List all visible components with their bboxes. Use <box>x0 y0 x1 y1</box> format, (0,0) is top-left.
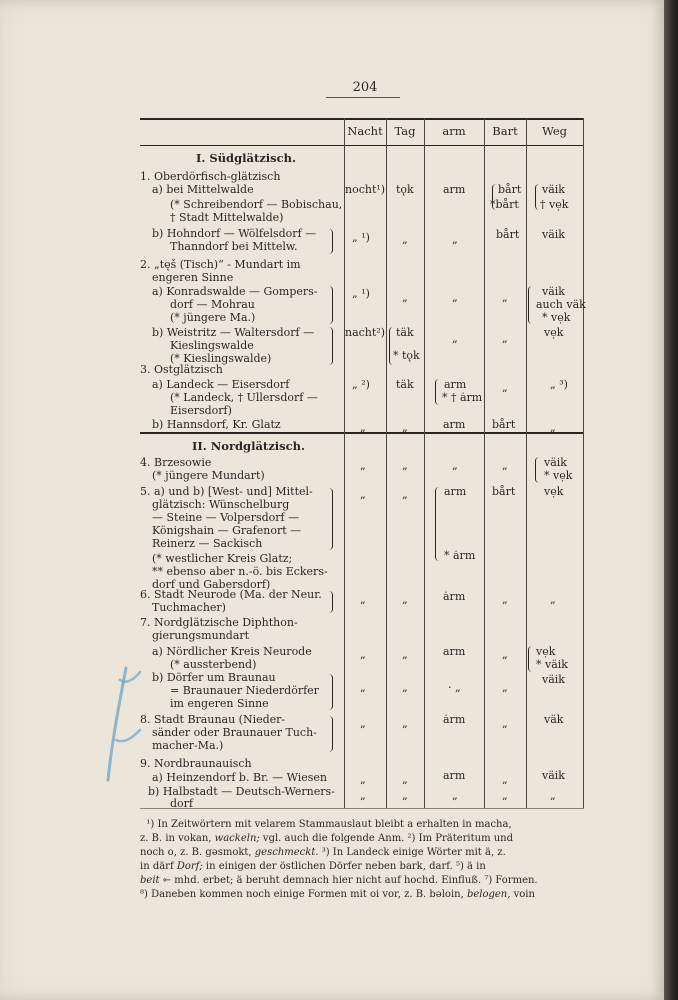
cell-tag: „ <box>402 648 408 661</box>
cell-bart: „ <box>502 381 508 394</box>
footnote-text: noch o, z. B. gəsmokt, <box>140 847 255 858</box>
row-label: 4. Brzesowie <box>140 456 212 469</box>
section-heading: II. Nordglätzisch. <box>192 439 305 453</box>
cell-tag: „ <box>402 593 408 606</box>
col-rule-1 <box>344 118 345 808</box>
cell-arm: arm <box>443 645 466 658</box>
cell-weg: väik <box>542 285 565 298</box>
cell-nacht: „ <box>360 593 366 606</box>
cell-arm: „ <box>452 332 458 345</box>
cell-tag: täk <box>396 326 414 339</box>
cell-tag: * tǫk <box>393 349 420 362</box>
col-header-weg: Weg <box>541 124 568 138</box>
footnote-text: vgl. auch die folgende Anm. ²) Im Präteritum und <box>259 833 514 844</box>
cell-weg: * vẹk <box>544 469 573 482</box>
row-label: a) Konradswalde — Gompers- <box>152 285 318 298</box>
row-label: sänder oder Braunauer Tuch- <box>152 726 317 739</box>
cell-arm: · „ <box>448 681 461 694</box>
page-edge <box>664 0 678 1000</box>
cell-weg: „ <box>550 593 556 606</box>
cell-bart: bårt <box>492 485 516 498</box>
row-label: † Stadt Mittelwalde) <box>170 211 284 224</box>
cell-tag: „ <box>402 291 408 304</box>
row-label: (* Schreibendorf — Bobischau, <box>170 198 343 211</box>
cell-weg: väik <box>542 769 565 782</box>
brace <box>328 716 333 752</box>
row-label: dorf und Gabersdorf) <box>152 578 271 591</box>
col-rule-2 <box>386 118 387 808</box>
footnote-italic: beit <box>140 875 160 886</box>
cell-weg: väik <box>542 183 565 196</box>
col-rule-3 <box>424 118 425 808</box>
cell-arm: arm <box>443 418 466 431</box>
cell-weg: auch väk <box>536 298 586 311</box>
col-header-tag: Tag <box>394 124 416 138</box>
cell-nacht: „ <box>360 488 366 501</box>
cell-weg: „ <box>550 789 556 802</box>
row-label: 8. Stadt Braunau (Nieder- <box>140 713 286 726</box>
footnote-text: ¹) In Zeitwörtern mit velarem Stammauslaut bleibt a erhalten in macha, <box>146 819 512 830</box>
cell-arm: * ȧrm <box>444 549 476 562</box>
row-label: Reinerz — Sackisch <box>152 537 263 550</box>
col-rule-5 <box>526 118 527 808</box>
col-rule-4 <box>484 118 485 808</box>
row-label: dorf <box>170 797 193 810</box>
row-label: a) Nördlicher Kreis Neurode <box>152 645 312 658</box>
cell-tag: täk <box>396 378 414 391</box>
row-label: 1. Oberdörfisch-glätzisch <box>140 170 281 183</box>
brace <box>328 488 333 550</box>
cell-nacht: „ <box>360 789 366 802</box>
cell-bart: „ <box>502 681 508 694</box>
footnote-text: ³) In Landeck einige Wörter mit ä, z. <box>318 847 506 858</box>
cell-nacht: „ <box>360 459 366 472</box>
cell-tag: „ <box>402 421 408 434</box>
cell-weg: väik <box>542 228 565 241</box>
cell-weg: väk <box>544 713 564 726</box>
pencil-mark <box>100 650 160 820</box>
footnote-text: in därf <box>140 861 177 872</box>
cell-weg: „ <box>550 421 556 434</box>
row-label: ** ebenso aber n.-ö. bis Eckers- <box>152 565 328 578</box>
brace <box>328 674 333 710</box>
cell-nacht: „ <box>360 717 366 730</box>
row-label: 7. Nordglätzische Diphthon- <box>140 616 298 629</box>
cell-bart: bårt <box>498 183 522 196</box>
cell-nacht: „ <box>360 773 366 786</box>
cell-bart: „ <box>502 773 508 786</box>
row-label: Kieslingswalde <box>170 339 254 352</box>
cell-bart: bårt <box>496 228 520 241</box>
row-label: macher-Ma.) <box>152 739 224 752</box>
cell-bart: „ <box>502 593 508 606</box>
row-label: (* jüngere Mundart) <box>152 469 265 482</box>
cell-arm: „ <box>452 233 458 246</box>
section-heading: I. Südglätzisch. <box>196 151 297 165</box>
cell-weg: vẹk <box>544 485 564 498</box>
cell-arm: „ <box>452 459 458 472</box>
footnote-text: voin <box>510 889 535 900</box>
row-label: — Steine — Volpersdorf — <box>152 511 300 524</box>
row-label: 2. „tęš (Tisch)“ - Mundart im <box>140 258 301 271</box>
cell-arm: „ <box>452 789 458 802</box>
page-number-rule <box>326 97 400 98</box>
row-label: a) Heinzendorf b. Br. — Wiesen <box>152 771 327 784</box>
cell-bart: „ <box>502 332 508 345</box>
brace <box>535 457 540 483</box>
row-label: Tuchmacher) <box>152 601 226 614</box>
cell-weg: † vẹk <box>540 198 569 211</box>
row-label: (* aussterbend) <box>170 658 257 671</box>
row-label: gierungsmundart <box>152 629 250 642</box>
row-label: b) Hannsdorf, Kr. Glatz <box>152 418 281 431</box>
row-label: (* Landeck, † Ullersdorf — <box>170 391 318 404</box>
cell-nacht: nocht¹) <box>345 183 386 196</box>
cell-bart: „ <box>502 291 508 304</box>
col-header-arm: arm <box>442 124 466 138</box>
cell-bart: „ <box>502 648 508 661</box>
footnote-text: ⇽ mhd. erbet; ä beruht demnach hier nicht auf hochd. Einfluß. ⁷) Formen. <box>159 875 538 886</box>
cell-tag: „ <box>402 773 408 786</box>
cell-tag: „ <box>402 681 408 694</box>
col-rule-6 <box>583 118 584 808</box>
cell-bart: „ <box>502 459 508 472</box>
row-label: 5. a) und b) [West- und] Mittel- <box>140 485 313 498</box>
row-label: Eisersdorf) <box>170 404 232 417</box>
cell-bart: *bårt <box>490 198 519 211</box>
row-label: 6. Stadt Neurode (Ma. der Neur. <box>140 588 322 601</box>
cell-tag: „ <box>402 789 408 802</box>
row-label: engeren Sinne <box>152 271 234 284</box>
footnote-line <box>140 874 584 888</box>
row-label: im engeren Sinne <box>170 697 269 710</box>
cell-nacht: „ <box>360 421 366 434</box>
row-label: 3. Ostglätzisch <box>140 363 223 376</box>
brace <box>328 286 333 324</box>
brace <box>435 379 440 405</box>
row-label: b) Halbstadt — Deutsch-Werners- <box>148 785 335 798</box>
footnote-line <box>140 860 584 874</box>
footnotes <box>140 818 584 902</box>
cell-nacht: „ <box>360 648 366 661</box>
footnote-text: ⁸) Daneben kommen noch einige Formen mit oi vor, z. B. bəloin, <box>140 889 467 900</box>
row-label: (* westlicher Kreis Glatz; <box>152 552 293 565</box>
cell-nacht: „ ²) <box>352 378 370 391</box>
brace <box>528 646 533 672</box>
cell-weg: „ ³) <box>550 378 568 391</box>
cell-weg: vẹk <box>544 326 564 339</box>
footnote-italic: belogen, <box>466 889 511 900</box>
cell-nacht: „ ¹) <box>352 287 370 300</box>
brace <box>328 591 333 613</box>
row-label: Thanndorf bei Mittelw. <box>170 240 298 253</box>
row-label: (* Kieslingswalde) <box>170 352 272 365</box>
cell-nacht: „ <box>360 681 366 694</box>
cell-bart: „ <box>502 789 508 802</box>
footnote-italic: Dorf; <box>176 861 203 872</box>
row-label: (* jüngere Ma.) <box>170 311 256 324</box>
row-label: b) Weistritz — Waltersdorf — <box>152 326 315 339</box>
row-label: b) Dörfer um Braunau <box>152 671 276 684</box>
cell-weg: * vẹk <box>542 311 571 324</box>
footnote-line <box>140 818 584 832</box>
row-label: a) Landeck — Eisersdorf <box>152 378 290 391</box>
cell-tag: „ <box>402 459 408 472</box>
page-number: 204 <box>352 80 378 95</box>
footnote-line <box>140 832 584 846</box>
row-label: dorf — Mohrau <box>170 298 255 311</box>
footnote-text: z. B. in vokan, <box>140 833 215 844</box>
cell-tag: „ <box>402 233 408 246</box>
brace <box>435 487 440 561</box>
header-bottom-rule <box>140 145 584 146</box>
cell-weg: * väik <box>536 658 568 671</box>
cell-arm: arm <box>444 378 467 391</box>
dialect-table <box>140 118 584 808</box>
cell-nacht: nacht²) <box>345 326 386 339</box>
row-label: glätzisch: Wünschelburg <box>152 498 290 511</box>
cell-arm: arm <box>444 485 467 498</box>
cell-tag: „ <box>402 488 408 501</box>
cell-weg: väik <box>542 673 565 686</box>
footnote-italic: wackeln; <box>214 833 260 844</box>
row-label: b) Hohndorf — Wölfelsdorf — <box>152 227 317 240</box>
cell-arm: ȧrm <box>443 713 466 726</box>
row-label: a) bei Mittelwalde <box>152 183 254 196</box>
row-label: Königshain — Grafenort — <box>152 524 302 537</box>
cell-weg: väik <box>544 456 567 469</box>
cell-bart: „ <box>502 717 508 730</box>
brace <box>328 229 333 254</box>
row-label: 9. Nordbraunauisch <box>140 757 252 770</box>
table-bottom-rule <box>140 808 584 809</box>
cell-arm: arm <box>443 183 466 196</box>
row-label: = Braunauer Niederdörfer <box>170 684 319 697</box>
brace <box>328 327 333 365</box>
cell-nacht: „ ¹) <box>352 231 370 244</box>
col-header-bart: Bart <box>492 124 518 138</box>
cell-tag: „ <box>402 717 408 730</box>
cell-tag: tǫk <box>396 183 414 196</box>
footnote-line <box>140 846 584 860</box>
cell-arm: * † ȧrm <box>442 391 483 404</box>
table-top-rule <box>140 118 584 120</box>
footnote-line <box>140 888 584 902</box>
cell-arm: ȧrm <box>443 590 466 603</box>
cell-arm: „ <box>452 291 458 304</box>
brace <box>528 286 533 324</box>
cell-arm: arm <box>443 769 466 782</box>
cell-bart: bårt <box>492 418 516 431</box>
cell-weg: vẹk <box>536 645 556 658</box>
col-header-nacht: Nacht <box>347 124 383 138</box>
footnote-text: in einigen der östlichen Dörfer neben bark, darf. ⁵) ä in <box>202 861 486 872</box>
footnote-italic: geschmeckt. <box>254 847 319 858</box>
